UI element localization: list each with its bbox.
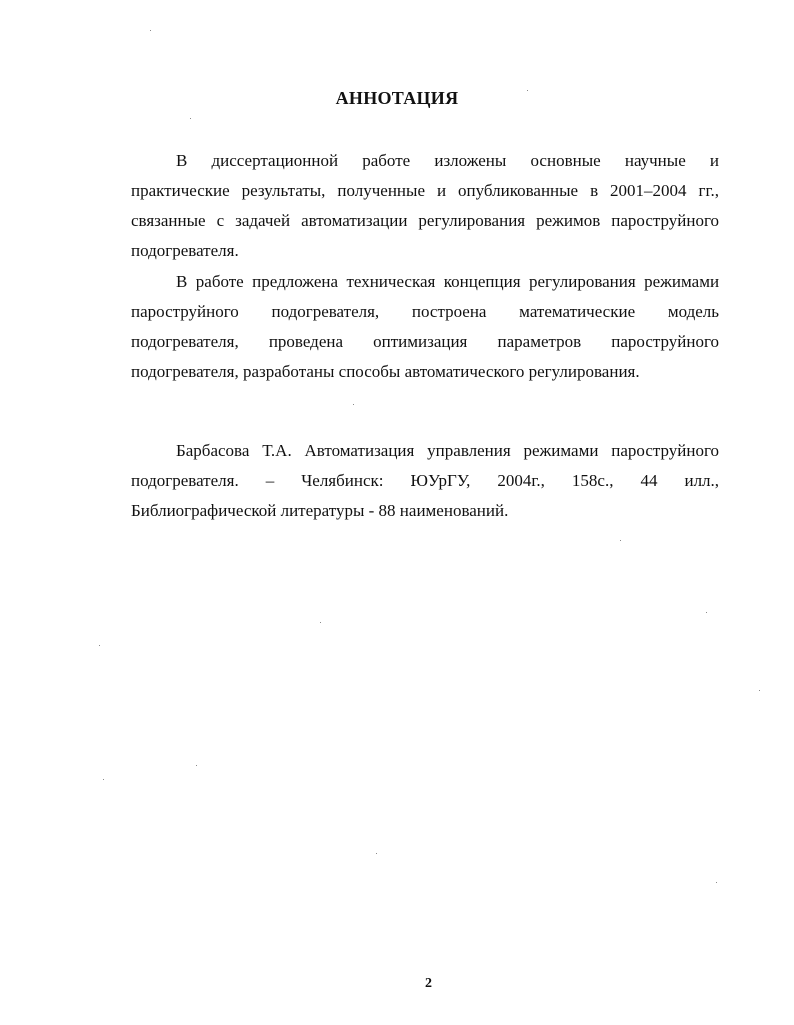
scan-speck bbox=[376, 853, 377, 854]
scan-speck bbox=[527, 90, 528, 91]
text-line: подогревателя, разработаны способы автоматического регулирования. bbox=[131, 362, 640, 381]
text-line: В диссертационной работе изложены основные научные и bbox=[176, 151, 720, 170]
abstract-paragraph-2 bbox=[131, 267, 719, 387]
scan-speck bbox=[706, 612, 707, 613]
scan-speck bbox=[103, 779, 104, 780]
text-line: подогревателя, проведена оптимизация параметров пароструйного bbox=[131, 332, 720, 351]
scan-speck bbox=[190, 118, 191, 119]
text-line: Барбасова Т.А. Автоматизация управления режимами пароструйного bbox=[176, 441, 720, 460]
scan-speck bbox=[759, 690, 760, 691]
abstract-paragraph-1 bbox=[131, 146, 719, 266]
scan-speck bbox=[99, 645, 100, 646]
text-line: связанные с задачей автоматизации регулирования режимов пароструйного bbox=[131, 211, 720, 230]
scan-speck bbox=[716, 882, 717, 883]
scan-speck bbox=[353, 404, 354, 405]
page-title: АННОТАЦИЯ bbox=[335, 88, 459, 108]
scan-speck bbox=[196, 765, 197, 766]
scan-speck bbox=[620, 540, 621, 541]
text-line: Библиографической литературы - 88 наименований. bbox=[131, 501, 509, 520]
text-line: практические результаты, полученные и опубликованные в 2001–2004 гг., bbox=[131, 181, 720, 200]
bibliographic-reference bbox=[131, 436, 719, 526]
text-line: подогревателя. bbox=[131, 241, 239, 260]
text-line: пароструйного подогревателя, построена математические модель bbox=[131, 302, 720, 321]
scan-speck bbox=[320, 622, 321, 623]
text-line: В работе предложена техническая концепция регулирования режимами bbox=[176, 272, 720, 291]
scan-speck bbox=[150, 30, 151, 31]
text-line: подогревателя. – Челябинск: ЮУрГУ, 2004г., 158с., 44 илл., bbox=[131, 471, 720, 490]
page-number: 2 bbox=[425, 976, 432, 991]
